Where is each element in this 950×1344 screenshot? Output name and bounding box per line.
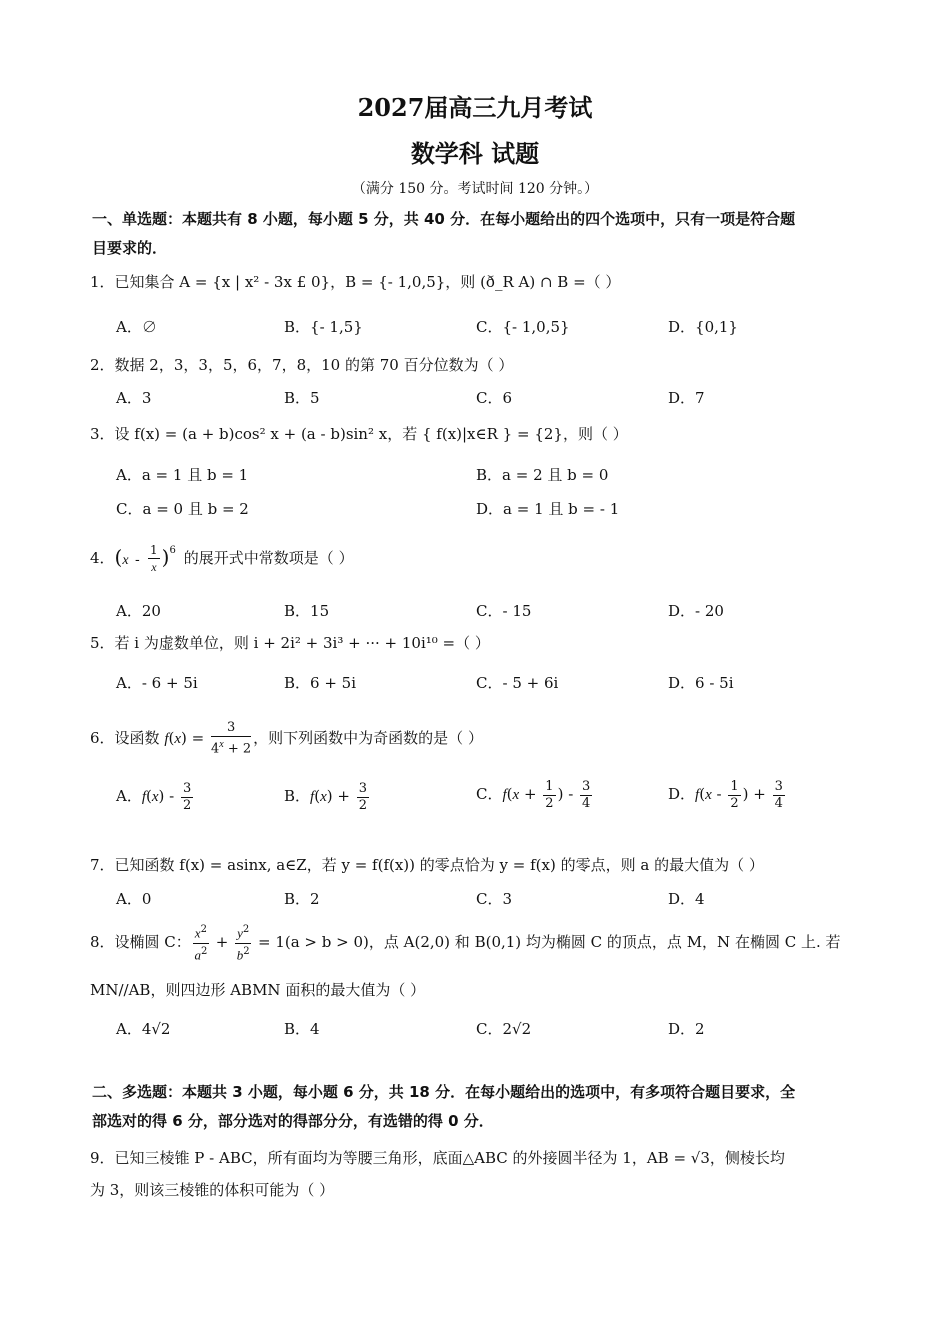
q1-option-b: B．{- 1,5} — [284, 318, 363, 336]
q2-option-b: B．5 — [284, 389, 320, 407]
q6-function: f — [164, 731, 169, 747]
section1-heading-line1: 一、单选题：本题共有 8 小题，每小题 5 分，共 40 分．在每小题给出的四个选项中，只有一项是符合题 — [92, 210, 796, 228]
question-9-stem-line1: 9．已知三棱锥 P - ABC，所有面均为等腰三角形，底面△ABC 的外接圆半径为 1，AB = √3，侧棱长均 — [90, 1149, 785, 1167]
q6-option-c: C．f(x + $\frac{1}{2}$ ) - $\frac{3}{4}$ — [476, 778, 591, 811]
q7-option-a: A．0 — [116, 890, 152, 908]
question-6-stem: 6．设函数 f(x) = $\frac{3}{4^x + 2}$ ，则下列函数中为奇函数的是（ ） — [90, 720, 483, 757]
q4-stem-text: 的展开式中常数项是（ ） — [183, 549, 354, 567]
question-8-stem: 8．设椭圆 C： $\frac{x^2}{a^2}$ + $\frac{y^2}{b^2}$ = 1(a > b > 0)，点 A(2,0) 和 B(0,1) 均为椭圆 C 的顶点，点 M，N 在椭圆 C 上. 若 — [90, 924, 841, 962]
exam-subtitle: 数学科 试题 — [410, 139, 540, 168]
question-1-stem: 1．已知集合 A = {x | x² - 3x £ 0}，B = {- 1,0,5}，则 (ð_R A) ∩ B =（ ） — [90, 273, 621, 291]
q6-fraction: $\frac{3}{4^x + 2}$ — [211, 720, 252, 757]
q6-option-a: A．f(x) - $\frac{3}{2}$ — [116, 780, 192, 813]
q5-option-a: A．- 6 + 5i — [116, 674, 198, 692]
q8-option-b: B．4 — [284, 1020, 320, 1038]
q6-option-b: B．f(x) + $\frac{3}{2}$ — [284, 780, 367, 813]
q4-option-b: B．15 — [284, 602, 330, 620]
section2-heading-line1: 二、多选题：本题共 3 小题，每小题 6 分，共 18 分．在每小题给出的选项中，有多项符合题目要求，全 — [92, 1083, 796, 1101]
question-4-stem: 4．(x - $\frac{1}{x}$ ) 6 的展开式中常数项是（ ） — [90, 537, 870, 581]
q3-option-b: B．a = 2 且 b = 0 — [476, 466, 609, 484]
q5-option-c: C．- 5 + 6i — [476, 674, 559, 692]
q1-option-c: C．{- 1,0,5} — [476, 318, 570, 336]
q8-stem-mid: = 1(a > b > 0)，点 A(2,0) 和 B(0,1) 均为椭圆 C 的顶点，点 M，N 在椭圆 C 上. 若 — [253, 933, 841, 951]
question-9-stem-line2: 为 3，则该三棱锥的体积可能为（ ） — [90, 1181, 335, 1199]
q5-option-d: D．6 - 5i — [668, 674, 734, 692]
question-2-stem: 2．数据 2，3，3，5，6，7，8，10 的第 70 百分位数为（ ） — [90, 356, 514, 374]
section2-heading-line2: 部选对的得 6 分，部分选对的得部分分，有选错的得 0 分． — [92, 1112, 494, 1130]
q7-option-b: B．2 — [284, 890, 320, 908]
q2-option-a: A．3 — [116, 389, 152, 407]
question-5-stem: 5．若 i 为虚数单位，则 i + 2i² + 3i³ + ··· + 10i¹⁰ =（ ） — [90, 634, 490, 652]
q4-option-c: C．- 15 — [476, 602, 532, 620]
q3-option-a: A．a = 1 且 b = 1 — [116, 466, 249, 484]
section1-heading-line2: 目要求的． — [92, 239, 168, 257]
q3-option-c: C．a = 0 且 b = 2 — [116, 500, 249, 518]
q5-option-b: B．6 + 5i — [284, 674, 357, 692]
question-7-stem: 7．已知函数 f(x) = asinx, a∈Z，若 y = f(f(x)) 的零点恰为 y = f(x) 的零点，则 a 的最大值为（ ） — [90, 856, 764, 874]
q8-option-c: C．2√2 — [476, 1020, 532, 1038]
exam-note: （满分 150 分。考试时间 120 分钟。） — [351, 181, 599, 197]
q3-option-d: D．a = 1 且 b = - 1 — [476, 500, 620, 518]
question-8-stem-line2: MN//AB，则四边形 ABMN 面积的最大值为（ ） — [90, 981, 426, 999]
q4-option-d: D．- 20 — [668, 602, 724, 620]
q7-option-d: D．4 — [668, 890, 705, 908]
q8-frac-y: $\frac{y^2}{b^2}$ — [236, 924, 250, 962]
binomial-expression: (x - $\frac{1}{x}$ ) 6 — [114, 543, 176, 574]
q4-option-a: A．20 — [116, 602, 161, 620]
q1-option-d: D．{0,1} — [668, 318, 738, 336]
q2-option-d: D．7 — [668, 389, 705, 407]
q6-option-d: D．f(x - $\frac{1}{2}$ ) + $\frac{3}{4}$ — [668, 778, 783, 811]
q8-frac-x: $\frac{x^2}{a^2}$ — [194, 924, 208, 962]
q8-option-d: D．2 — [668, 1020, 705, 1038]
q8-stem-prefix: 8．设椭圆 C： — [90, 933, 191, 951]
exam-title: 2027届高三九月考试 — [357, 93, 593, 122]
q7-option-c: C．3 — [476, 890, 513, 908]
q1-option-a: A．∅ — [116, 318, 157, 336]
q6-stem-suffix: ，则下列函数中为奇函数的是（ ） — [253, 729, 483, 747]
q8-option-a: A．4√2 — [116, 1020, 171, 1038]
q2-option-c: C．6 — [476, 389, 513, 407]
q6-stem-prefix: 6．设函数 — [90, 729, 160, 747]
question-3-stem: 3．设 f(x) = (a + b)cos² x + (a - b)sin² x，若 { f(x)|x∈R } = {2}，则（ ） — [90, 425, 628, 443]
